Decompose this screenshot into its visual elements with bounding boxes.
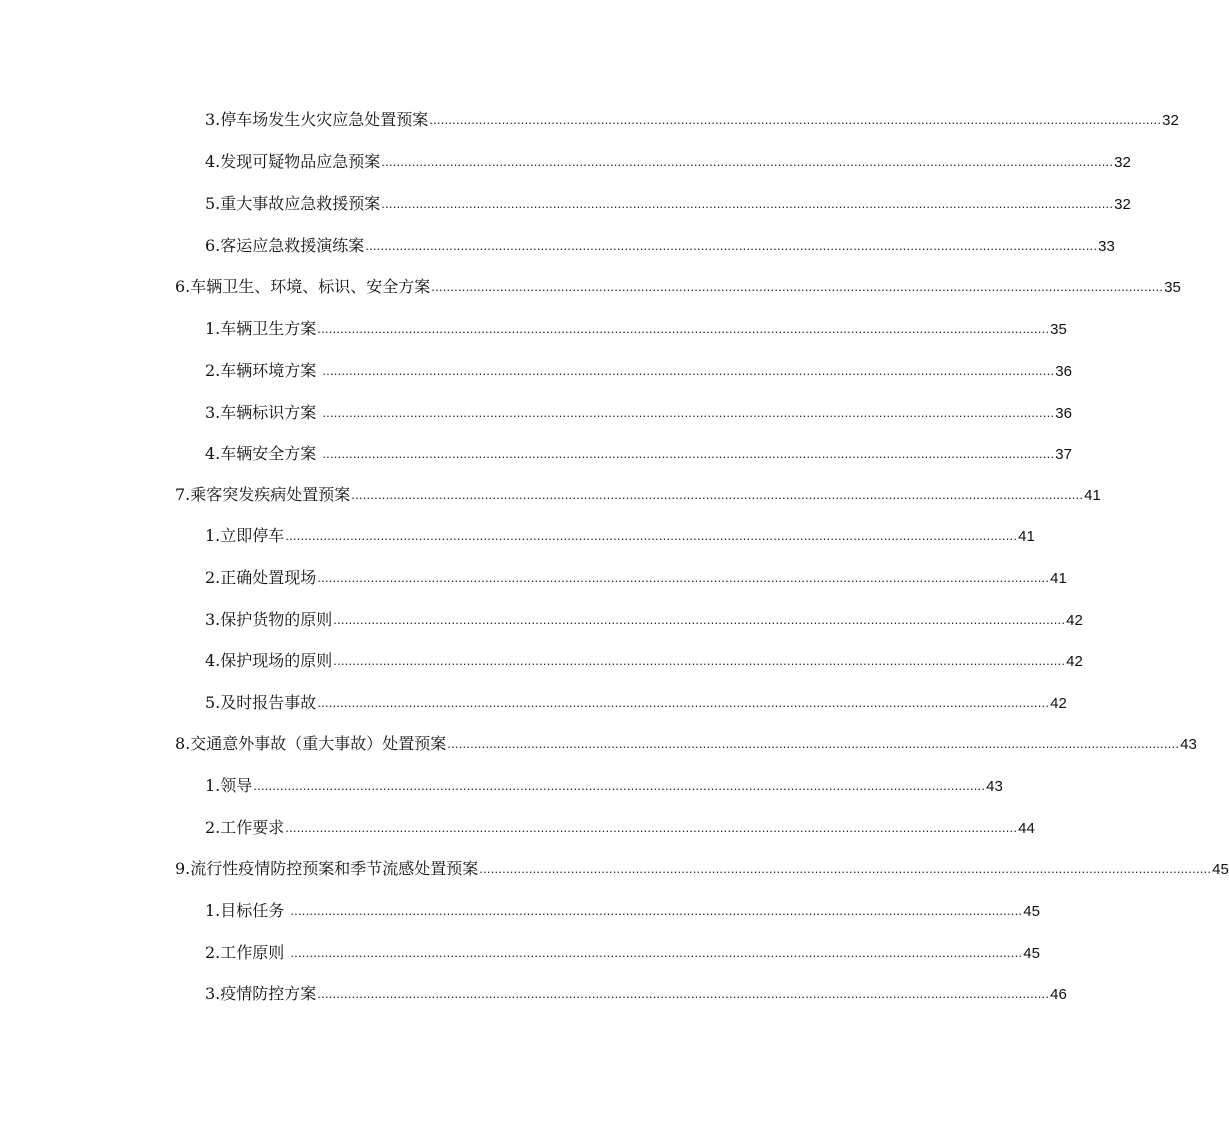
toc-entry[interactable] (205, 600, 1083, 629)
toc-entry-label: 4.车辆安全方案 (205, 444, 322, 463)
toc-entry[interactable] (205, 891, 1040, 920)
dot-leader: ................................................................................................................................................................................................ (322, 446, 1055, 461)
toc-entry-page-number: 45 (1023, 903, 1040, 920)
toc-entry-label: 6.客运应急救援演练案 (205, 236, 365, 255)
toc-entry-label: 5.重大事故应急救援预案 (205, 194, 381, 213)
toc-entry-page-number: 45 (1212, 861, 1229, 878)
toc-entry-label: 7.乘客突发疾病处置预案 (175, 485, 351, 504)
toc-entry-label: 5.及时报告事故 (205, 693, 317, 712)
dot-leader: ................................................................................................................................................................................................ (333, 653, 1066, 668)
toc-entry-page-number: 36 (1055, 405, 1072, 422)
toc-entry[interactable] (205, 558, 1067, 587)
dot-leader: ................................................................................................................................................................................................ (290, 903, 1023, 918)
dot-leader: ................................................................................................................................................................................................ (351, 487, 1084, 502)
toc-entry[interactable] (205, 974, 1067, 1003)
toc-entry-label: 2.工作要求 (205, 818, 285, 837)
toc-entry[interactable] (175, 475, 1101, 504)
toc-entry[interactable] (175, 724, 1197, 753)
toc-entry-label: 3.疫情防控方案 (205, 984, 317, 1003)
toc-entry-page-number: 32 (1114, 154, 1131, 171)
toc-entry-label: 6.车辆卫生、环境、标识、安全方案 (175, 277, 431, 296)
toc-entry[interactable] (175, 849, 1229, 878)
toc-entry[interactable] (205, 142, 1131, 171)
dot-leader: ................................................................................................................................................................................................ (365, 238, 1098, 253)
toc-entry-label: 2.工作原则 (205, 943, 290, 962)
dot-leader: ................................................................................................................................................................................................ (381, 196, 1114, 211)
dot-leader: ................................................................................................................................................................................................ (322, 405, 1055, 420)
toc-entry[interactable] (205, 683, 1067, 712)
toc-entry-label: 8.交通意外事故（重大事故）处置预案 (175, 734, 447, 753)
toc-entry-label: 1.立即停车 (205, 526, 285, 545)
toc-entry-page-number: 42 (1066, 653, 1083, 670)
toc-entry-page-number: 35 (1050, 321, 1067, 338)
toc-entry-page-number: 43 (986, 778, 1003, 795)
toc-entry-label: 3.车辆标识方案 (205, 403, 322, 422)
toc-entry[interactable] (205, 100, 1179, 129)
toc-entry-page-number: 41 (1050, 570, 1067, 587)
toc-entry-page-number: 44 (1018, 820, 1035, 837)
dot-leader: ................................................................................................................................................................................................ (431, 279, 1164, 294)
toc-entry-page-number: 41 (1084, 487, 1101, 504)
toc-entry[interactable] (205, 434, 1072, 463)
toc-entry-page-number: 43 (1180, 736, 1197, 753)
toc-entry-label: 3.保护货物的原则 (205, 610, 333, 629)
toc-entry-page-number: 35 (1164, 279, 1181, 296)
dot-leader: ................................................................................................................................................................................................ (317, 695, 1050, 710)
toc-entry-page-number: 36 (1055, 363, 1072, 380)
toc-entry-page-number: 45 (1023, 945, 1040, 962)
toc-entry[interactable] (205, 766, 1003, 795)
toc-entry-page-number: 41 (1018, 528, 1035, 545)
dot-leader: ................................................................................................................................................................................................ (253, 778, 986, 793)
toc-entry-page-number: 46 (1050, 986, 1067, 1003)
toc-entry[interactable] (205, 309, 1067, 338)
toc-entry-label: 2.车辆环境方案 (205, 361, 322, 380)
toc-entry[interactable] (175, 267, 1181, 296)
dot-leader: ................................................................................................................................................................................................ (429, 112, 1162, 127)
toc-entry[interactable] (205, 393, 1072, 422)
toc-entry-label: 1.目标任务 (205, 901, 290, 920)
dot-leader: ................................................................................................................................................................................................ (381, 154, 1114, 169)
dot-leader: ................................................................................................................................................................................................ (479, 861, 1212, 876)
toc-entry-label: 3.停车场发生火灾应急处置预案 (205, 110, 429, 129)
toc-entry-label: 1.车辆卫生方案 (205, 319, 317, 338)
toc-entry[interactable] (205, 641, 1083, 670)
toc-entry-page-number: 42 (1066, 612, 1083, 629)
toc-entry-label: 4.发现可疑物品应急预案 (205, 152, 381, 171)
dot-leader: ................................................................................................................................................................................................ (317, 321, 1050, 336)
toc-entry-label: 2.正确处置现场 (205, 568, 317, 587)
toc-entry-label: 1.领导 (205, 776, 253, 795)
toc-entry[interactable] (205, 808, 1035, 837)
toc-entry-page-number: 32 (1162, 112, 1179, 129)
toc-entry-label: 4.保护现场的原则 (205, 651, 333, 670)
toc-entry-page-number: 33 (1098, 238, 1115, 255)
dot-leader: ................................................................................................................................................................................................ (285, 820, 1018, 835)
dot-leader: ................................................................................................................................................................................................ (333, 612, 1066, 627)
toc-entry-page-number: 42 (1050, 695, 1067, 712)
dot-leader: ................................................................................................................................................................................................ (447, 736, 1180, 751)
dot-leader: ................................................................................................................................................................................................ (322, 363, 1055, 378)
dot-leader: ................................................................................................................................................................................................ (285, 528, 1018, 543)
toc-entry[interactable] (205, 933, 1040, 962)
dot-leader: ................................................................................................................................................................................................ (317, 570, 1050, 585)
dot-leader: ................................................................................................................................................................................................ (317, 986, 1050, 1001)
toc-entry[interactable] (205, 516, 1035, 545)
toc-entry[interactable] (205, 351, 1072, 380)
toc-entry-label: 9.流行性疫情防控预案和季节流感处置预案 (175, 859, 479, 878)
toc-entry[interactable] (205, 184, 1131, 213)
toc-entry-page-number: 37 (1055, 446, 1072, 463)
dot-leader: ................................................................................................................................................................................................ (290, 945, 1023, 960)
toc-entry[interactable] (205, 226, 1115, 255)
toc-entry-page-number: 32 (1114, 196, 1131, 213)
